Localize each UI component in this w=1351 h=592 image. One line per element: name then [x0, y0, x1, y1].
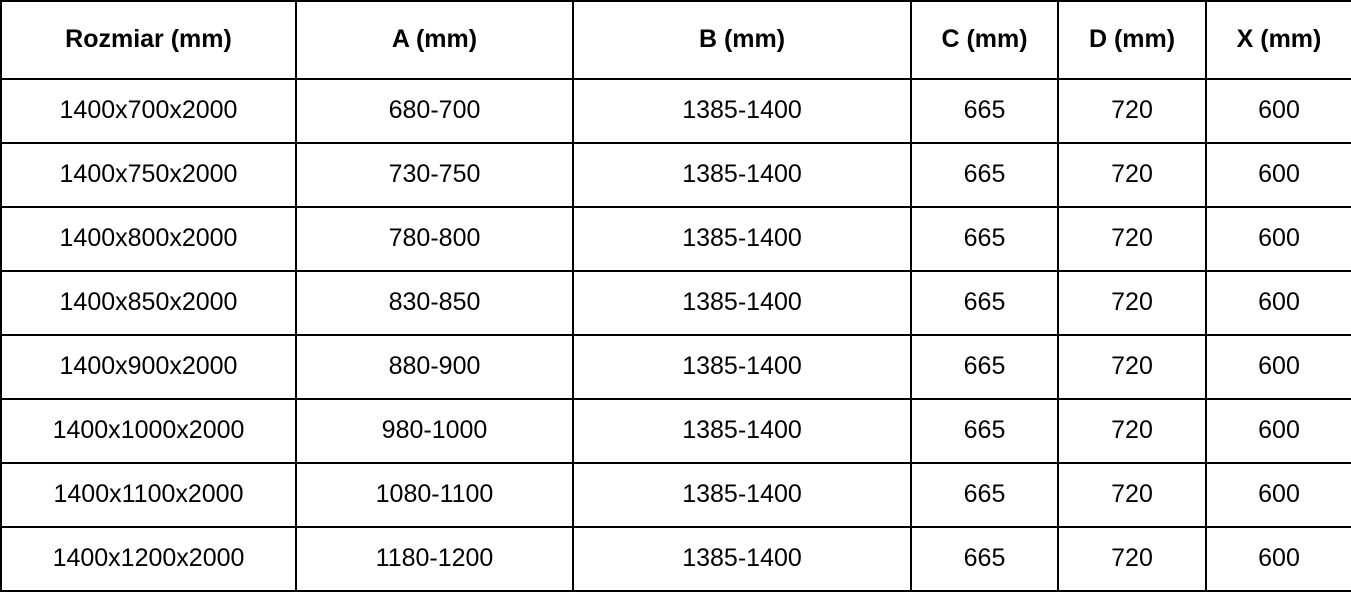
- cell-d: 720: [1058, 143, 1206, 207]
- cell-a: 730-750: [296, 143, 573, 207]
- cell-d: 720: [1058, 463, 1206, 527]
- cell-rozmiar: 1400x800x2000: [1, 207, 296, 271]
- table-row: [1, 79, 1351, 143]
- cell-a: 1180-1200: [296, 527, 573, 591]
- table-row: [1, 335, 1351, 399]
- cell-c: 665: [911, 271, 1058, 335]
- cell-x: 600: [1206, 79, 1351, 143]
- cell-a: 1080-1100: [296, 463, 573, 527]
- cell-rozmiar: 1400x700x2000: [1, 79, 296, 143]
- cell-x: 600: [1206, 527, 1351, 591]
- cell-b: 1385-1400: [573, 271, 911, 335]
- cell-d: 720: [1058, 527, 1206, 591]
- cell-c: 665: [911, 463, 1058, 527]
- table-row: [1, 207, 1351, 271]
- cell-c: 665: [911, 335, 1058, 399]
- cell-x: 600: [1206, 207, 1351, 271]
- cell-b: 1385-1400: [573, 207, 911, 271]
- column-header-x: X (mm): [1206, 1, 1351, 79]
- cell-b: 1385-1400: [573, 335, 911, 399]
- cell-a: 680-700: [296, 79, 573, 143]
- column-header-a: A (mm): [296, 1, 573, 79]
- cell-rozmiar: 1400x750x2000: [1, 143, 296, 207]
- cell-c: 665: [911, 527, 1058, 591]
- cell-c: 665: [911, 207, 1058, 271]
- cell-b: 1385-1400: [573, 463, 911, 527]
- cell-x: 600: [1206, 271, 1351, 335]
- cell-x: 600: [1206, 143, 1351, 207]
- table-row: [1, 527, 1351, 591]
- cell-x: 600: [1206, 463, 1351, 527]
- cell-rozmiar: 1400x1100x2000: [1, 463, 296, 527]
- cell-a: 830-850: [296, 271, 573, 335]
- cell-rozmiar: 1400x850x2000: [1, 271, 296, 335]
- cell-d: 720: [1058, 207, 1206, 271]
- table-row: [1, 399, 1351, 463]
- table-header-row: [1, 1, 1351, 79]
- cell-rozmiar: 1400x1200x2000: [1, 527, 296, 591]
- cell-c: 665: [911, 399, 1058, 463]
- cell-b: 1385-1400: [573, 527, 911, 591]
- column-header-d: D (mm): [1058, 1, 1206, 79]
- cell-d: 720: [1058, 79, 1206, 143]
- column-header-b: B (mm): [573, 1, 911, 79]
- cell-rozmiar: 1400x1000x2000: [1, 399, 296, 463]
- table-row: [1, 143, 1351, 207]
- cell-b: 1385-1400: [573, 79, 911, 143]
- cell-rozmiar: 1400x900x2000: [1, 335, 296, 399]
- column-header-c: C (mm): [911, 1, 1058, 79]
- cell-d: 720: [1058, 271, 1206, 335]
- column-header-rozmiar: Rozmiar (mm): [1, 1, 296, 79]
- table-row: [1, 463, 1351, 527]
- cell-a: 880-900: [296, 335, 573, 399]
- cell-x: 600: [1206, 399, 1351, 463]
- cell-a: 780-800: [296, 207, 573, 271]
- cell-d: 720: [1058, 335, 1206, 399]
- cell-d: 720: [1058, 399, 1206, 463]
- cell-x: 600: [1206, 335, 1351, 399]
- cell-c: 665: [911, 143, 1058, 207]
- cell-b: 1385-1400: [573, 399, 911, 463]
- table-row: [1, 271, 1351, 335]
- cell-a: 980-1000: [296, 399, 573, 463]
- cell-c: 665: [911, 79, 1058, 143]
- cell-b: 1385-1400: [573, 143, 911, 207]
